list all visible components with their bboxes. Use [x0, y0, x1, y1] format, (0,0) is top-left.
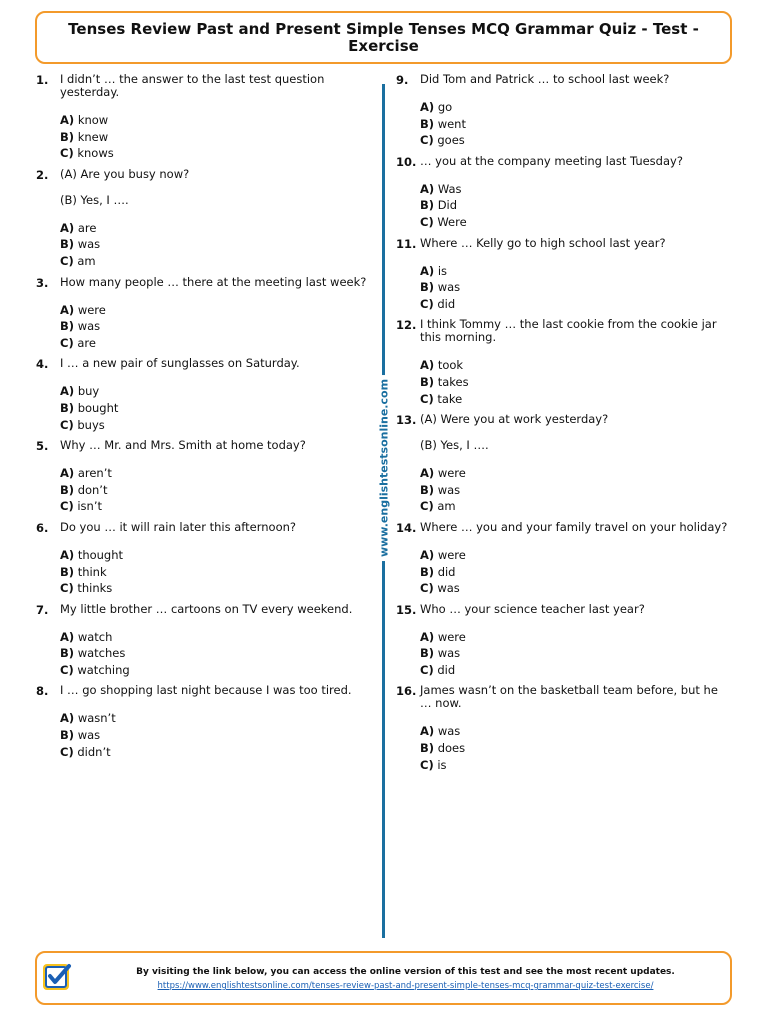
question-number: 2.	[36, 167, 49, 182]
answer-options	[420, 723, 736, 773]
question-text	[60, 73, 376, 99]
option-text: go	[437, 100, 453, 114]
question-text-line: Why … Mr. and Mrs. Smith at home today?	[60, 438, 306, 453]
option-text: is	[437, 757, 447, 772]
option-text: am	[77, 253, 96, 268]
option-letter: C)	[60, 499, 74, 514]
option-letter: A)	[60, 220, 75, 235]
option-text: Were	[437, 214, 467, 229]
option-text: aren’t	[77, 466, 112, 481]
option-text: did	[437, 662, 456, 677]
answer-options	[60, 220, 376, 270]
answer-option	[420, 181, 736, 198]
option-text: was	[437, 581, 460, 596]
checkbox-check-icon	[41, 961, 73, 993]
option-letter: C)	[60, 662, 74, 677]
option-letter: B)	[420, 198, 435, 213]
footer-link[interactable]: https://www.englishtestsonline.com/tenses-review-past-and-present-simple-tenses-mcq-grammar-quiz-test-exercise/	[157, 981, 654, 991]
option-text: was	[77, 319, 101, 334]
question-text	[60, 168, 376, 181]
question-text	[420, 237, 736, 250]
option-text: was	[437, 646, 461, 661]
answer-option	[60, 482, 376, 499]
option-letter: A)	[60, 113, 75, 127]
question-reply-line: (B) Yes, I ….	[60, 192, 129, 207]
answer-options	[60, 465, 376, 515]
option-letter: C)	[420, 391, 434, 406]
option-text: Was	[437, 181, 462, 196]
question-number: 14.	[396, 520, 417, 535]
answer-option	[60, 564, 376, 581]
option-letter: C)	[60, 417, 74, 432]
question-text	[60, 684, 376, 697]
option-letter: C)	[420, 662, 434, 677]
option-text: did	[437, 296, 456, 311]
question-text	[60, 521, 376, 534]
question-item	[396, 155, 736, 231]
question-item	[396, 603, 736, 679]
option-text: didn’t	[77, 744, 111, 759]
option-text: bought	[77, 400, 119, 415]
answer-option	[60, 645, 376, 662]
question-number: 16.	[396, 684, 417, 699]
option-text: watch	[77, 629, 113, 644]
question-item	[396, 73, 736, 149]
question-text-line: … you at the company meeting last Tuesday?	[420, 153, 683, 168]
option-text: thought	[77, 547, 124, 562]
answer-options	[60, 383, 376, 433]
option-text: takes	[437, 374, 469, 389]
question-text	[60, 603, 376, 616]
question-text-line: James wasn’t on the basketball team before, but he	[420, 683, 718, 698]
question-text-line: yesterday.	[60, 85, 120, 99]
answer-options	[420, 263, 736, 313]
option-letter: A)	[420, 466, 435, 481]
answer-option	[60, 145, 376, 162]
answer-option	[420, 391, 736, 408]
option-text: were	[437, 547, 466, 562]
option-letter: A)	[60, 302, 75, 317]
answer-option	[60, 129, 376, 146]
question-text-line: (A) Are you busy now?	[60, 166, 190, 181]
answer-option	[420, 757, 736, 774]
option-text: know	[77, 113, 109, 127]
option-text: don’t	[77, 482, 108, 497]
question-item	[396, 237, 736, 313]
answer-options	[60, 302, 376, 352]
answer-option	[60, 318, 376, 335]
option-letter: A)	[420, 547, 435, 562]
option-letter: B)	[420, 280, 435, 295]
option-letter: A)	[60, 711, 75, 726]
option-letter: A)	[420, 724, 435, 739]
question-text-line: Do you … it will rain later this afternoon?	[60, 519, 297, 534]
answer-option	[60, 547, 376, 564]
answer-option	[60, 662, 376, 679]
answer-option	[420, 132, 736, 149]
option-letter: B)	[60, 319, 75, 334]
option-letter: B)	[60, 400, 75, 415]
question-item	[396, 521, 736, 597]
question-text-line: this morning.	[420, 330, 497, 345]
question-text	[420, 603, 736, 616]
option-text: am	[437, 499, 456, 514]
answer-option	[420, 564, 736, 581]
option-letter: A)	[420, 629, 435, 644]
question-item	[36, 357, 376, 433]
question-number: 5.	[36, 439, 49, 454]
answer-option	[420, 498, 736, 515]
question-item	[396, 684, 736, 773]
answer-options	[420, 629, 736, 679]
option-letter: B)	[420, 116, 435, 131]
question-item	[396, 318, 736, 407]
option-letter: B)	[60, 728, 75, 743]
question-number: 11.	[396, 236, 417, 251]
option-text: wasn’t	[77, 711, 116, 726]
question-number: 10.	[396, 154, 417, 169]
question-text	[420, 155, 736, 168]
option-letter: B)	[420, 741, 435, 756]
question-item	[36, 521, 376, 597]
option-letter: B)	[420, 564, 435, 579]
option-text: Did	[437, 198, 458, 213]
option-text: thinks	[77, 581, 113, 596]
answer-option	[60, 727, 376, 744]
answer-option	[420, 279, 736, 296]
footer-text: By visiting the link below, you can access the online version of this test and see the most recent updates.	[136, 967, 675, 977]
question-number: 12.	[396, 318, 417, 333]
right-question-column	[396, 73, 736, 779]
option-letter: B)	[60, 646, 75, 661]
option-letter: C)	[60, 253, 74, 268]
question-reply-line: (B) Yes, I ….	[420, 438, 489, 453]
answer-option	[420, 296, 736, 313]
answer-option	[60, 417, 376, 434]
question-text-line: How many people … there at the meeting last week?	[60, 274, 367, 289]
answer-option	[420, 723, 736, 740]
question-text	[420, 413, 736, 426]
option-text: watches	[77, 646, 126, 661]
answer-option	[60, 400, 376, 417]
option-letter: A)	[420, 181, 435, 196]
option-text: knows	[77, 146, 114, 161]
answer-options	[60, 547, 376, 597]
option-letter: C)	[60, 744, 74, 759]
answer-option	[420, 662, 736, 679]
option-letter: A)	[60, 384, 75, 399]
answer-option	[420, 465, 736, 482]
answer-options	[60, 629, 376, 679]
question-number: 6.	[36, 520, 49, 535]
option-text: buy	[77, 384, 100, 399]
option-text: are	[77, 335, 96, 350]
answer-option	[60, 629, 376, 646]
option-letter: A)	[420, 358, 435, 373]
answer-option	[60, 236, 376, 253]
answer-option	[60, 498, 376, 515]
answer-option	[60, 580, 376, 597]
answer-option	[420, 99, 736, 116]
question-number: 13.	[396, 413, 417, 428]
answer-options	[60, 710, 376, 760]
answer-option	[420, 374, 736, 391]
option-text: was	[77, 728, 101, 743]
option-letter: B)	[60, 564, 75, 579]
answer-option	[60, 220, 376, 237]
option-letter: B)	[60, 129, 75, 144]
question-number: 15.	[396, 602, 417, 617]
question-item	[36, 684, 376, 760]
option-text: take	[437, 391, 463, 406]
option-letter: B)	[60, 237, 75, 252]
option-letter: B)	[420, 646, 435, 661]
question-number: 7.	[36, 602, 49, 617]
answer-option	[420, 214, 736, 231]
option-letter: A)	[420, 263, 435, 278]
question-item	[36, 439, 376, 515]
question-text-line: … now.	[420, 696, 462, 711]
answer-option	[420, 629, 736, 646]
option-letter: C)	[420, 214, 434, 229]
answer-options	[60, 112, 376, 162]
answer-option	[60, 465, 376, 482]
option-letter: B)	[60, 482, 75, 497]
question-text	[420, 73, 736, 86]
option-letter: C)	[60, 581, 74, 596]
answer-option	[420, 580, 736, 597]
question-text	[60, 276, 376, 289]
question-text-line: I didn’t … the answer to the last test question	[60, 72, 325, 86]
question-item	[396, 413, 736, 515]
question-text	[60, 357, 376, 370]
option-text: were	[437, 466, 466, 481]
answer-option	[420, 116, 736, 133]
answer-options	[420, 465, 736, 515]
answer-option	[60, 335, 376, 352]
answer-option	[420, 357, 736, 374]
option-text: was	[437, 482, 461, 497]
question-item	[36, 168, 376, 270]
answer-option	[60, 710, 376, 727]
option-text: did	[437, 564, 456, 579]
answer-option	[420, 645, 736, 662]
page-title: Tenses Review Past and Present Simple Tenses MCQ Grammar Quiz - Test - Exercise	[68, 19, 699, 55]
answer-options	[420, 547, 736, 597]
option-text: are	[77, 220, 97, 235]
option-letter: C)	[420, 581, 434, 596]
question-number: 9.	[396, 73, 409, 87]
question-text	[420, 521, 736, 534]
question-text-line: Where … Kelly go to high school last year?	[420, 235, 666, 250]
option-text: were	[77, 302, 106, 317]
option-letter: C)	[420, 133, 434, 148]
answer-option	[420, 263, 736, 280]
answer-options	[420, 181, 736, 231]
answer-option	[420, 482, 736, 499]
option-text: watching	[77, 662, 130, 677]
option-text: think	[77, 564, 107, 579]
option-text: does	[437, 741, 466, 756]
option-text: buys	[77, 417, 105, 432]
question-item	[36, 603, 376, 679]
option-letter: C)	[420, 499, 434, 514]
option-text: took	[437, 358, 464, 373]
left-question-column	[36, 73, 376, 766]
question-text-line: Where … you and your family travel on your holiday?	[420, 519, 728, 534]
option-letter: B)	[420, 482, 435, 497]
question-text-line: I … a new pair of sunglasses on Saturday.	[60, 356, 300, 371]
answer-option	[60, 253, 376, 270]
option-letter: B)	[420, 374, 435, 389]
question-number: 3.	[36, 275, 49, 290]
answer-option	[420, 197, 736, 214]
answer-options	[420, 357, 736, 407]
question-number: 8.	[36, 684, 49, 699]
option-text: was	[77, 237, 101, 252]
option-text: were	[437, 629, 466, 644]
option-letter: A)	[420, 100, 435, 114]
answer-option	[60, 112, 376, 129]
question-text-line: I think Tommy … the last cookie from the cookie jar	[420, 317, 717, 332]
question-text-line: Who … your science teacher last year?	[420, 601, 645, 616]
option-letter: C)	[60, 146, 74, 161]
option-letter: C)	[60, 335, 74, 350]
question-item	[36, 73, 376, 162]
option-letter: C)	[420, 757, 434, 772]
option-text: isn’t	[77, 499, 102, 514]
answer-option	[60, 302, 376, 319]
option-text: knew	[77, 129, 109, 144]
question-text	[420, 318, 736, 344]
answer-option	[420, 547, 736, 564]
option-text: was	[437, 280, 461, 295]
question-number: 1.	[36, 73, 49, 87]
question-text-line: I … go shopping last night because I was too tired.	[60, 683, 352, 698]
question-text-line: (A) Were you at work yesterday?	[420, 412, 609, 427]
question-text-line: My little brother … cartoons on TV every weekend.	[60, 601, 353, 616]
option-letter: A)	[60, 466, 75, 481]
option-letter: A)	[60, 629, 75, 644]
answer-options	[420, 99, 736, 149]
answer-option	[60, 383, 376, 400]
option-letter: A)	[60, 547, 75, 562]
option-text: was	[437, 724, 461, 739]
option-text: is	[437, 263, 447, 278]
footer-box	[35, 951, 732, 1005]
question-text	[420, 684, 736, 710]
question-text	[60, 439, 376, 452]
answer-option	[60, 744, 376, 761]
option-letter: C)	[420, 296, 434, 311]
watermark: www.englishtestsonline.com	[378, 375, 391, 561]
title-box	[35, 11, 732, 64]
question-text-line: Did Tom and Patrick … to school last week?	[420, 72, 670, 86]
answer-option	[420, 740, 736, 757]
option-text: goes	[437, 133, 465, 148]
question-number: 4.	[36, 357, 49, 372]
option-text: went	[437, 116, 466, 131]
question-item	[36, 276, 376, 352]
